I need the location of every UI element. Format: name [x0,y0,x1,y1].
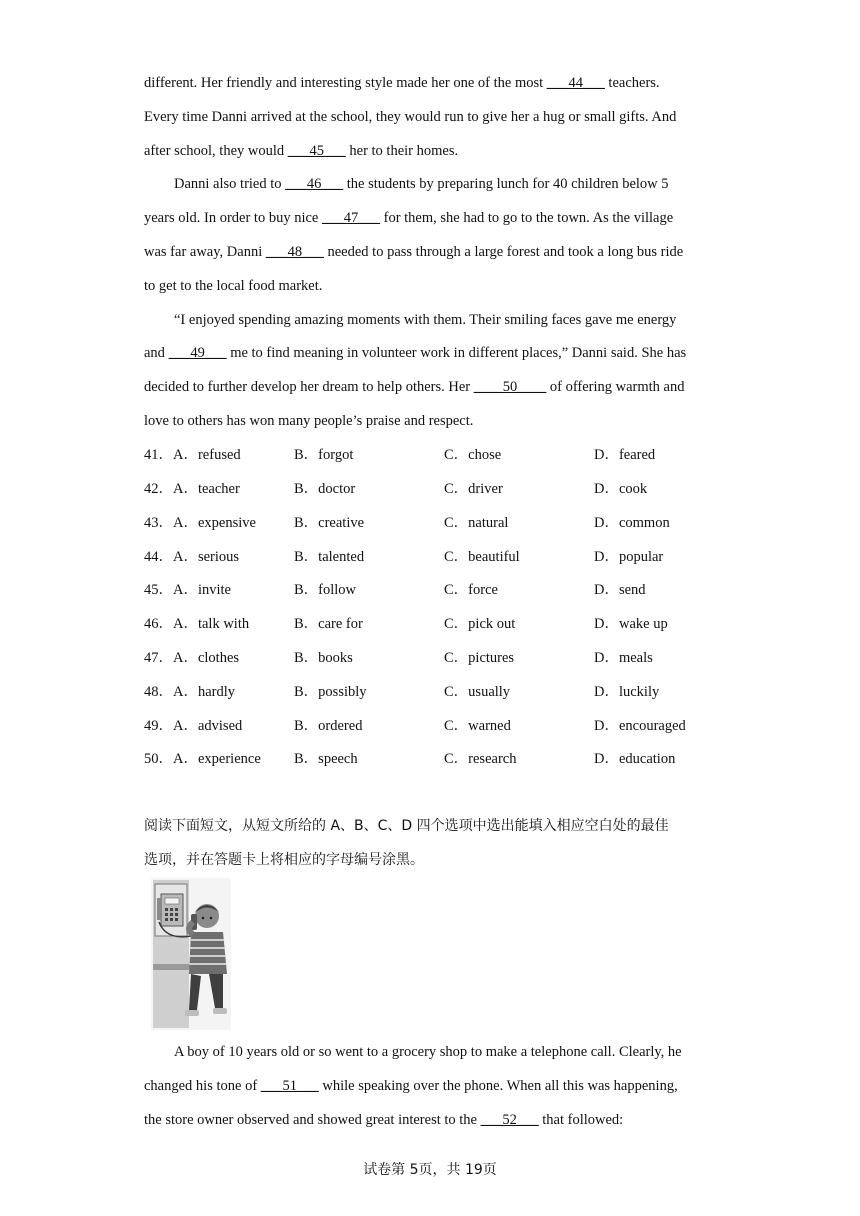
blank-46: ___46___ [285,176,344,192]
blank-47: ___47___ [321,210,380,226]
passage-line: and ___49___ me to find meaning in volunteer work in different places,” Danni said. She has [144,345,687,361]
option-c[interactable]: C．usually [444,684,511,700]
question-44 [144,547,744,567]
passage-line: to get to the local food market. [144,278,323,294]
option-a[interactable]: 48．A．hardly [144,684,236,700]
option-a[interactable]: 50．A．experience [144,751,261,767]
option-c[interactable]: C．research [444,751,517,767]
option-d[interactable]: D．cook [594,481,648,497]
question-43 [144,513,744,533]
option-c[interactable]: C．natural [444,515,509,531]
option-a[interactable]: 49．A．advised [144,718,243,734]
option-b[interactable]: B．ordered [294,718,363,734]
passage-line: different. Her friendly and interesting style made her one of the most ___44___ teachers. [144,75,660,91]
question-50 [144,749,744,769]
passage-line: the store owner observed and showed great interest to the ___52___ that followed: [144,1112,624,1128]
option-c[interactable]: C．pictures [444,650,515,666]
boy-phone-illustration [151,878,231,1030]
option-d[interactable]: D．encouraged [594,718,686,734]
passage-line: A boy of 10 years old or so went to a grocery shop to make a telephone call. Clearly, he [174,1044,682,1060]
passage-line: decided to further develop her dream to help others. Her ____50____ of offering warmth and [144,379,685,395]
passage-line: “I enjoyed spending amazing moments with them. Their smiling faces gave me energy [174,312,677,328]
question-41 [144,445,744,465]
option-b[interactable]: B．talented [294,549,365,565]
question-48 [144,682,744,702]
blank-52: ___52___ [480,1112,539,1128]
option-a[interactable]: 47．A．clothes [144,650,240,666]
question-45 [144,580,744,600]
question-49 [144,716,744,736]
passage-line: Danni also tried to ___46___ the students by preparing lunch for 40 children below 5 [174,176,669,192]
question-46 [144,614,744,634]
option-b[interactable]: B．doctor [294,481,356,497]
option-a[interactable]: 42．A．teacher [144,481,240,497]
passage-line: years old. In order to buy nice ___47___ for them, she had to go to the town. As the village [144,210,674,226]
instructions-line-2: 选项，并在答题卡上将相应的字母编号涂黑。 [144,852,424,868]
question-42 [144,479,744,499]
option-d[interactable]: D．education [594,751,676,767]
option-a[interactable]: 46．A．talk with [144,616,250,632]
option-c[interactable]: C．beautiful [444,549,520,565]
option-c[interactable]: C．chose [444,447,502,463]
blank-49: ___49___ [168,345,227,361]
passage-line: love to others has won many people’s praise and respect. [144,413,474,429]
option-a[interactable]: 41．A．refused [144,447,241,463]
option-d[interactable]: D．meals [594,650,653,666]
blank-50: ____50____ [473,379,547,395]
blank-51: ___51___ [260,1078,319,1094]
passage-line: Every time Danni arrived at the school, they would run to give her a hug or small gifts. And [144,109,677,125]
passage-line: was far away, Danni ___48___ needed to pass through a large forest and took a long bus ride [144,244,684,260]
page-footer: 试卷第 5页，共 19页 [363,1162,497,1178]
option-a[interactable]: 45．A．invite [144,582,231,598]
option-d[interactable]: D．feared [594,447,656,463]
option-c[interactable]: C．force [444,582,498,598]
passage-line: changed his tone of ___51___ while speaking over the phone. When all this was happening, [144,1078,678,1094]
option-a[interactable]: 43．A．expensive [144,515,256,531]
blank-45: ___45___ [287,143,346,159]
option-b[interactable]: B．forgot [294,447,354,463]
option-d[interactable]: D．send [594,582,646,598]
option-b[interactable]: B．possibly [294,684,367,700]
option-c[interactable]: C．driver [444,481,503,497]
option-d[interactable]: D．common [594,515,670,531]
option-b[interactable]: B．books [294,650,353,666]
option-b[interactable]: B．follow [294,582,357,598]
option-d[interactable]: D．wake up [594,616,668,632]
option-b[interactable]: B．speech [294,751,358,767]
option-c[interactable]: C．warned [444,718,511,734]
option-d[interactable]: D．luckily [594,684,660,700]
option-c[interactable]: C．pick out [444,616,516,632]
option-d[interactable]: D．popular [594,549,664,565]
blank-48: ___48___ [265,244,324,260]
instructions-line-1: 阅读下面短文，从短文所给的 A、B、C、D 四个选项中选出能填入相应空白处的最佳 [144,818,669,834]
question-47 [144,648,744,668]
passage-line: after school, they would ___45___ her to their homes. [144,143,459,159]
option-a[interactable]: 44．A．serious [144,549,240,565]
option-b[interactable]: B．care for [294,616,363,632]
blank-44: ___44___ [546,75,605,91]
option-b[interactable]: B．creative [294,515,365,531]
